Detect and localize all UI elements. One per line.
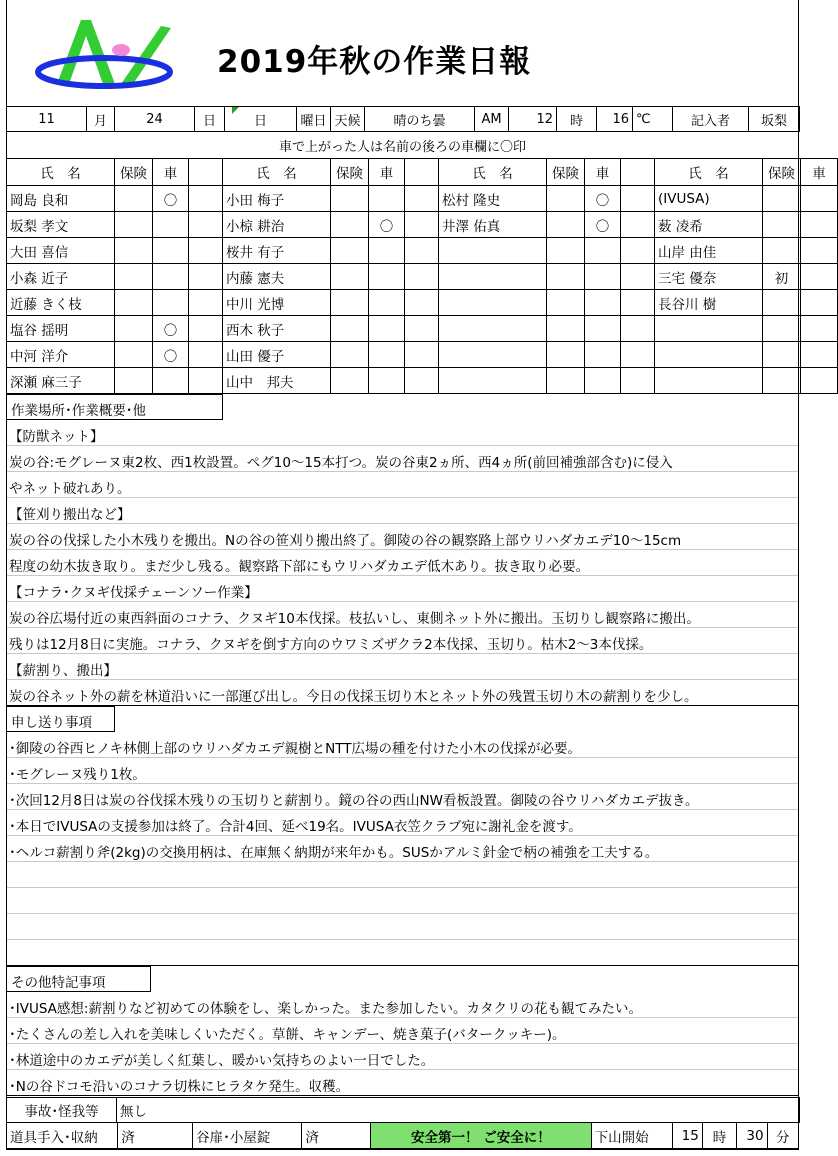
member-name: 長谷川 樹 [655,290,763,316]
member-car [369,342,405,368]
member-row [7,316,838,342]
member-car [585,290,621,316]
spacer-cell [621,238,655,264]
member-car [585,238,621,264]
weather-value: 晴のち曇 [365,107,475,132]
member-insurance [331,186,369,212]
member-name [439,264,547,290]
member-insurance [331,238,369,264]
member-car [153,290,189,316]
work-line: やネット破れあり。 [7,472,798,498]
member-name: 山田 優子 [223,342,331,368]
work-line: 【コナラ･クヌギ伐採チェーンソー作業】 [7,576,798,602]
other-section-label: その他特記事項 [7,966,151,992]
spacer-cell [621,212,655,238]
member-insurance [331,212,369,238]
work-lines [7,420,798,706]
temperature-value: 16 [597,107,633,132]
descent-label: 下山開始 [591,1123,672,1149]
member-name: 小森 近子 [7,264,115,290]
handover-lines [7,732,798,966]
spacer-cell [405,212,439,238]
tools-value: 済 [118,1123,193,1149]
accident-row [6,1097,800,1123]
member-insurance [331,368,369,394]
member-insurance [763,290,801,316]
car-header: 車 [369,159,405,186]
member-row [7,368,838,394]
member-row [7,264,838,290]
member-name: 坂梨 孝文 [7,212,115,238]
member-insurance [547,238,585,264]
spacer-cell [189,264,223,290]
member-car [801,368,838,394]
car-notice: 車で上がった人は名前の後ろの車欄に〇印 [7,132,799,159]
name-header: 氏 名 [655,159,763,186]
handover-line: ･ヘルコ薪割り斧(2kg)の交換用柄は、在庫無く納期が来年かも。SUSかアルミ針金で柄の補強を工夫する。 [7,836,798,862]
car-header: 車 [801,159,838,186]
organization-logo [29,12,179,98]
member-name: 小椋 耕治 [223,212,331,238]
member-name [439,342,547,368]
member-insurance [115,368,153,394]
member-car [801,238,838,264]
member-name: 内藤 憲夫 [223,264,331,290]
member-name [655,316,763,342]
hour-value: 12 [509,107,557,132]
member-insurance [763,316,801,342]
member-car [153,238,189,264]
descent-hour-unit: 時 [702,1123,736,1149]
member-car [801,186,838,212]
month-unit: 月 [87,107,115,132]
spacer-cell [189,159,223,186]
member-insurance [331,342,369,368]
member-row [7,212,838,238]
handover-line [7,940,798,966]
descent-minute-unit: 分 [767,1123,798,1149]
work-line: 残りは12月8日に実施。コナラ、クヌギを倒す方向のウワミズザクラ2本伐採、玉切り。枯木2～3本伐採。 [7,628,798,654]
spacer-cell [405,316,439,342]
spacer-cell [189,186,223,212]
member-insurance [331,316,369,342]
member-name: 井澤 佑真 [439,212,547,238]
member-car [801,316,838,342]
member-insurance [547,264,585,290]
other-lines [7,992,798,1096]
spacer-cell [405,186,439,212]
spacer-cell [621,290,655,316]
member-insurance [547,368,585,394]
member-insurance [763,238,801,264]
member-insurance [547,342,585,368]
member-car [585,316,621,342]
insurance-header: 保険 [763,159,801,186]
spacer-cell [621,342,655,368]
other-line: ･たくさんの差し入れを美味しくいただく。草餅、キャンデー、焼き菓子(バタークッキー)。 [7,1018,798,1044]
member-name [655,342,763,368]
member-name: 近藤 きく枝 [7,290,115,316]
member-name: 松村 隆史 [439,186,547,212]
car-header: 車 [153,159,189,186]
month-value: 11 [7,107,87,132]
member-name: 三宅 優奈 [655,264,763,290]
member-name: 中河 洋介 [7,342,115,368]
member-insurance [763,342,801,368]
weather-label: 天候 [331,107,365,132]
spacer-cell [621,316,655,342]
work-line: 【薪割り、搬出】 [7,654,798,680]
handover-line [7,862,798,888]
name-header: 氏 名 [223,159,331,186]
spacer-cell [189,290,223,316]
member-name: 大田 喜信 [7,238,115,264]
member-name: 薮 凌希 [655,212,763,238]
spacer-cell [405,368,439,394]
spacer-cell [189,368,223,394]
member-insurance [763,212,801,238]
member-car [369,316,405,342]
member-row [7,290,838,316]
weekday-label: 曜日 [297,107,331,132]
member-insurance [115,238,153,264]
insurance-header: 保険 [547,159,585,186]
member-row [7,342,838,368]
member-car [369,264,405,290]
member-name: 西木 秋子 [223,316,331,342]
name-header: 氏 名 [7,159,115,186]
accident-label: 事故･怪我等 [7,1098,117,1123]
day-unit: 日 [195,107,225,132]
member-car: 〇 [153,342,189,368]
member-car [369,186,405,212]
member-insurance [115,290,153,316]
member-name [439,238,547,264]
spacer-cell [405,264,439,290]
member-insurance [763,186,801,212]
spacer-cell [405,342,439,368]
member-insurance [547,186,585,212]
member-insurance [547,212,585,238]
work-line: 炭の谷広場付近の東西斜面のコナラ、クヌギ10本伐採。枝払いし、東側ネット外に搬出。玉切りし観察路に搬出。 [7,602,798,628]
member-car [801,342,838,368]
member-name: 山中 邦夫 [223,368,331,394]
daily-report-sheet [6,0,826,1150]
door-value: 済 [302,1123,371,1149]
handover-line: ･次回12月8日は炭の谷伐採木残りの玉切りと薪割り。鏡の谷の西山NW看板設置。御陵の谷ウリハダカエデ抜き。 [7,784,798,810]
ampm-value: AM [475,107,509,132]
accident-value: 無し [117,1098,800,1123]
member-name [439,290,547,316]
hour-unit: 時 [557,107,597,132]
report-title: 2019年秋の作業日報 [217,44,532,80]
member-insurance [115,264,153,290]
member-name: 深瀬 麻三子 [7,368,115,394]
spacer-cell [189,316,223,342]
member-car: 〇 [585,212,621,238]
spacer-cell [405,238,439,264]
work-line: 炭の谷ネット外の薪を林道沿いに一部運び出し。今日の伐採玉切り木とネット外の残置玉切り木の薪割りを少し。 [7,680,798,706]
insurance-header: 保険 [331,159,369,186]
member-name: (IVUSA) [655,186,763,212]
member-insurance [547,290,585,316]
handover-line [7,888,798,914]
member-row [7,186,838,212]
member-header-row [7,159,838,186]
member-car [153,212,189,238]
report-header [7,0,798,107]
member-car [153,264,189,290]
work-line: 【防獣ネット】 [7,420,798,446]
member-car [369,290,405,316]
tools-label: 道具手入･収納 [7,1123,118,1149]
member-insurance [115,186,153,212]
handover-line: ･本日でIVUSAの支援参加は終了。合計4回、延べ19名。IVUSA衣笠クラブ宛に謝礼金を渡す。 [7,810,798,836]
member-name: 岡島 良和 [7,186,115,212]
member-car: 〇 [153,316,189,342]
spacer-cell [189,238,223,264]
member-name: 塩谷 揺明 [7,316,115,342]
handover-line: ･御陵の谷西ヒノキ林側上部のウリハダカエデ親樹とNTT広場の種を付けた小木の伐採が必要。 [7,732,798,758]
spacer-cell [621,186,655,212]
insurance-header: 保険 [115,159,153,186]
member-insurance [763,368,801,394]
recorder-label: 記入者 [673,107,749,132]
member-car [801,290,838,316]
member-insurance [115,212,153,238]
member-car [801,212,838,238]
member-insurance [115,342,153,368]
date-weather-row [6,106,800,132]
member-name [655,368,763,394]
member-car: 〇 [585,186,621,212]
work-line: 【笹刈り搬出など】 [7,498,798,524]
member-car [585,368,621,394]
member-name: 中川 光博 [223,290,331,316]
weekday-value: 日 [225,107,297,132]
safety-banner: 安全第一！ ご安全に！ [371,1123,592,1149]
spacer-cell [405,159,439,186]
other-line: ･Nの谷ドコモ沿いのコナラ切株にヒラタケ発生。収穫。 [7,1070,798,1096]
other-line: ･林道途中のカエデが美しく紅葉し、暖かい気持ちのよい一日でした。 [7,1044,798,1070]
recorder-value: 坂梨 [749,107,800,132]
work-section-label: 作業場所･作業概要･他 [7,394,223,420]
member-insurance: 初 [763,264,801,290]
member-name: 山岸 由佳 [655,238,763,264]
member-name [439,368,547,394]
member-table [6,158,838,394]
member-car [585,264,621,290]
member-car: 〇 [153,186,189,212]
member-insurance [331,264,369,290]
spacer-cell [189,342,223,368]
member-insurance [547,316,585,342]
work-line: 炭の谷の伐採した小木残りを搬出。Nの谷の笹刈り搬出終了。御陵の谷の観察路上部ウリハダカエデ10～15cm [7,524,798,550]
member-name: 小田 梅子 [223,186,331,212]
handover-line: ･モグレーヌ残り1枚。 [7,758,798,784]
spacer-cell [621,159,655,186]
spacer-cell [405,290,439,316]
descent-hour: 15 [672,1123,702,1149]
member-car [369,368,405,394]
other-line: ･IVUSA感想:薪割りなど初めての体験をし、楽しかった。また参加したい。カタクリの花も観てみたい。 [7,992,798,1018]
cell-comment-marker [232,107,239,114]
member-car [801,264,838,290]
member-car [585,342,621,368]
notice-row [6,131,799,159]
spacer-cell [189,212,223,238]
spacer-cell [621,368,655,394]
member-name: 桜井 有子 [223,238,331,264]
member-car [369,238,405,264]
member-insurance [115,316,153,342]
handover-section-label: 申し送り事項 [7,706,115,732]
day-value: 24 [115,107,195,132]
work-line: 炭の谷:モグレーヌ東2枚、西1枚設置。ペグ10～15本打つ。炭の谷東2ヵ所、西4ヵ所(前回補強部含む)に侵入 [7,446,798,472]
footer-row [6,1122,799,1149]
descent-minute: 30 [737,1123,767,1149]
handover-line [7,914,798,940]
member-row [7,238,838,264]
name-header: 氏 名 [439,159,547,186]
car-header: 車 [585,159,621,186]
member-name [439,316,547,342]
member-car [153,368,189,394]
member-insurance [331,290,369,316]
work-line: 程度の幼木抜き取り。まだ少し残る。観察路下部にもウリハダカエデ低木あり。抜き取り必要。 [7,550,798,576]
temperature-unit: ℃ [633,107,673,132]
door-label: 谷扉･小屋錠 [193,1123,302,1149]
member-car: 〇 [369,212,405,238]
spacer-cell [621,264,655,290]
